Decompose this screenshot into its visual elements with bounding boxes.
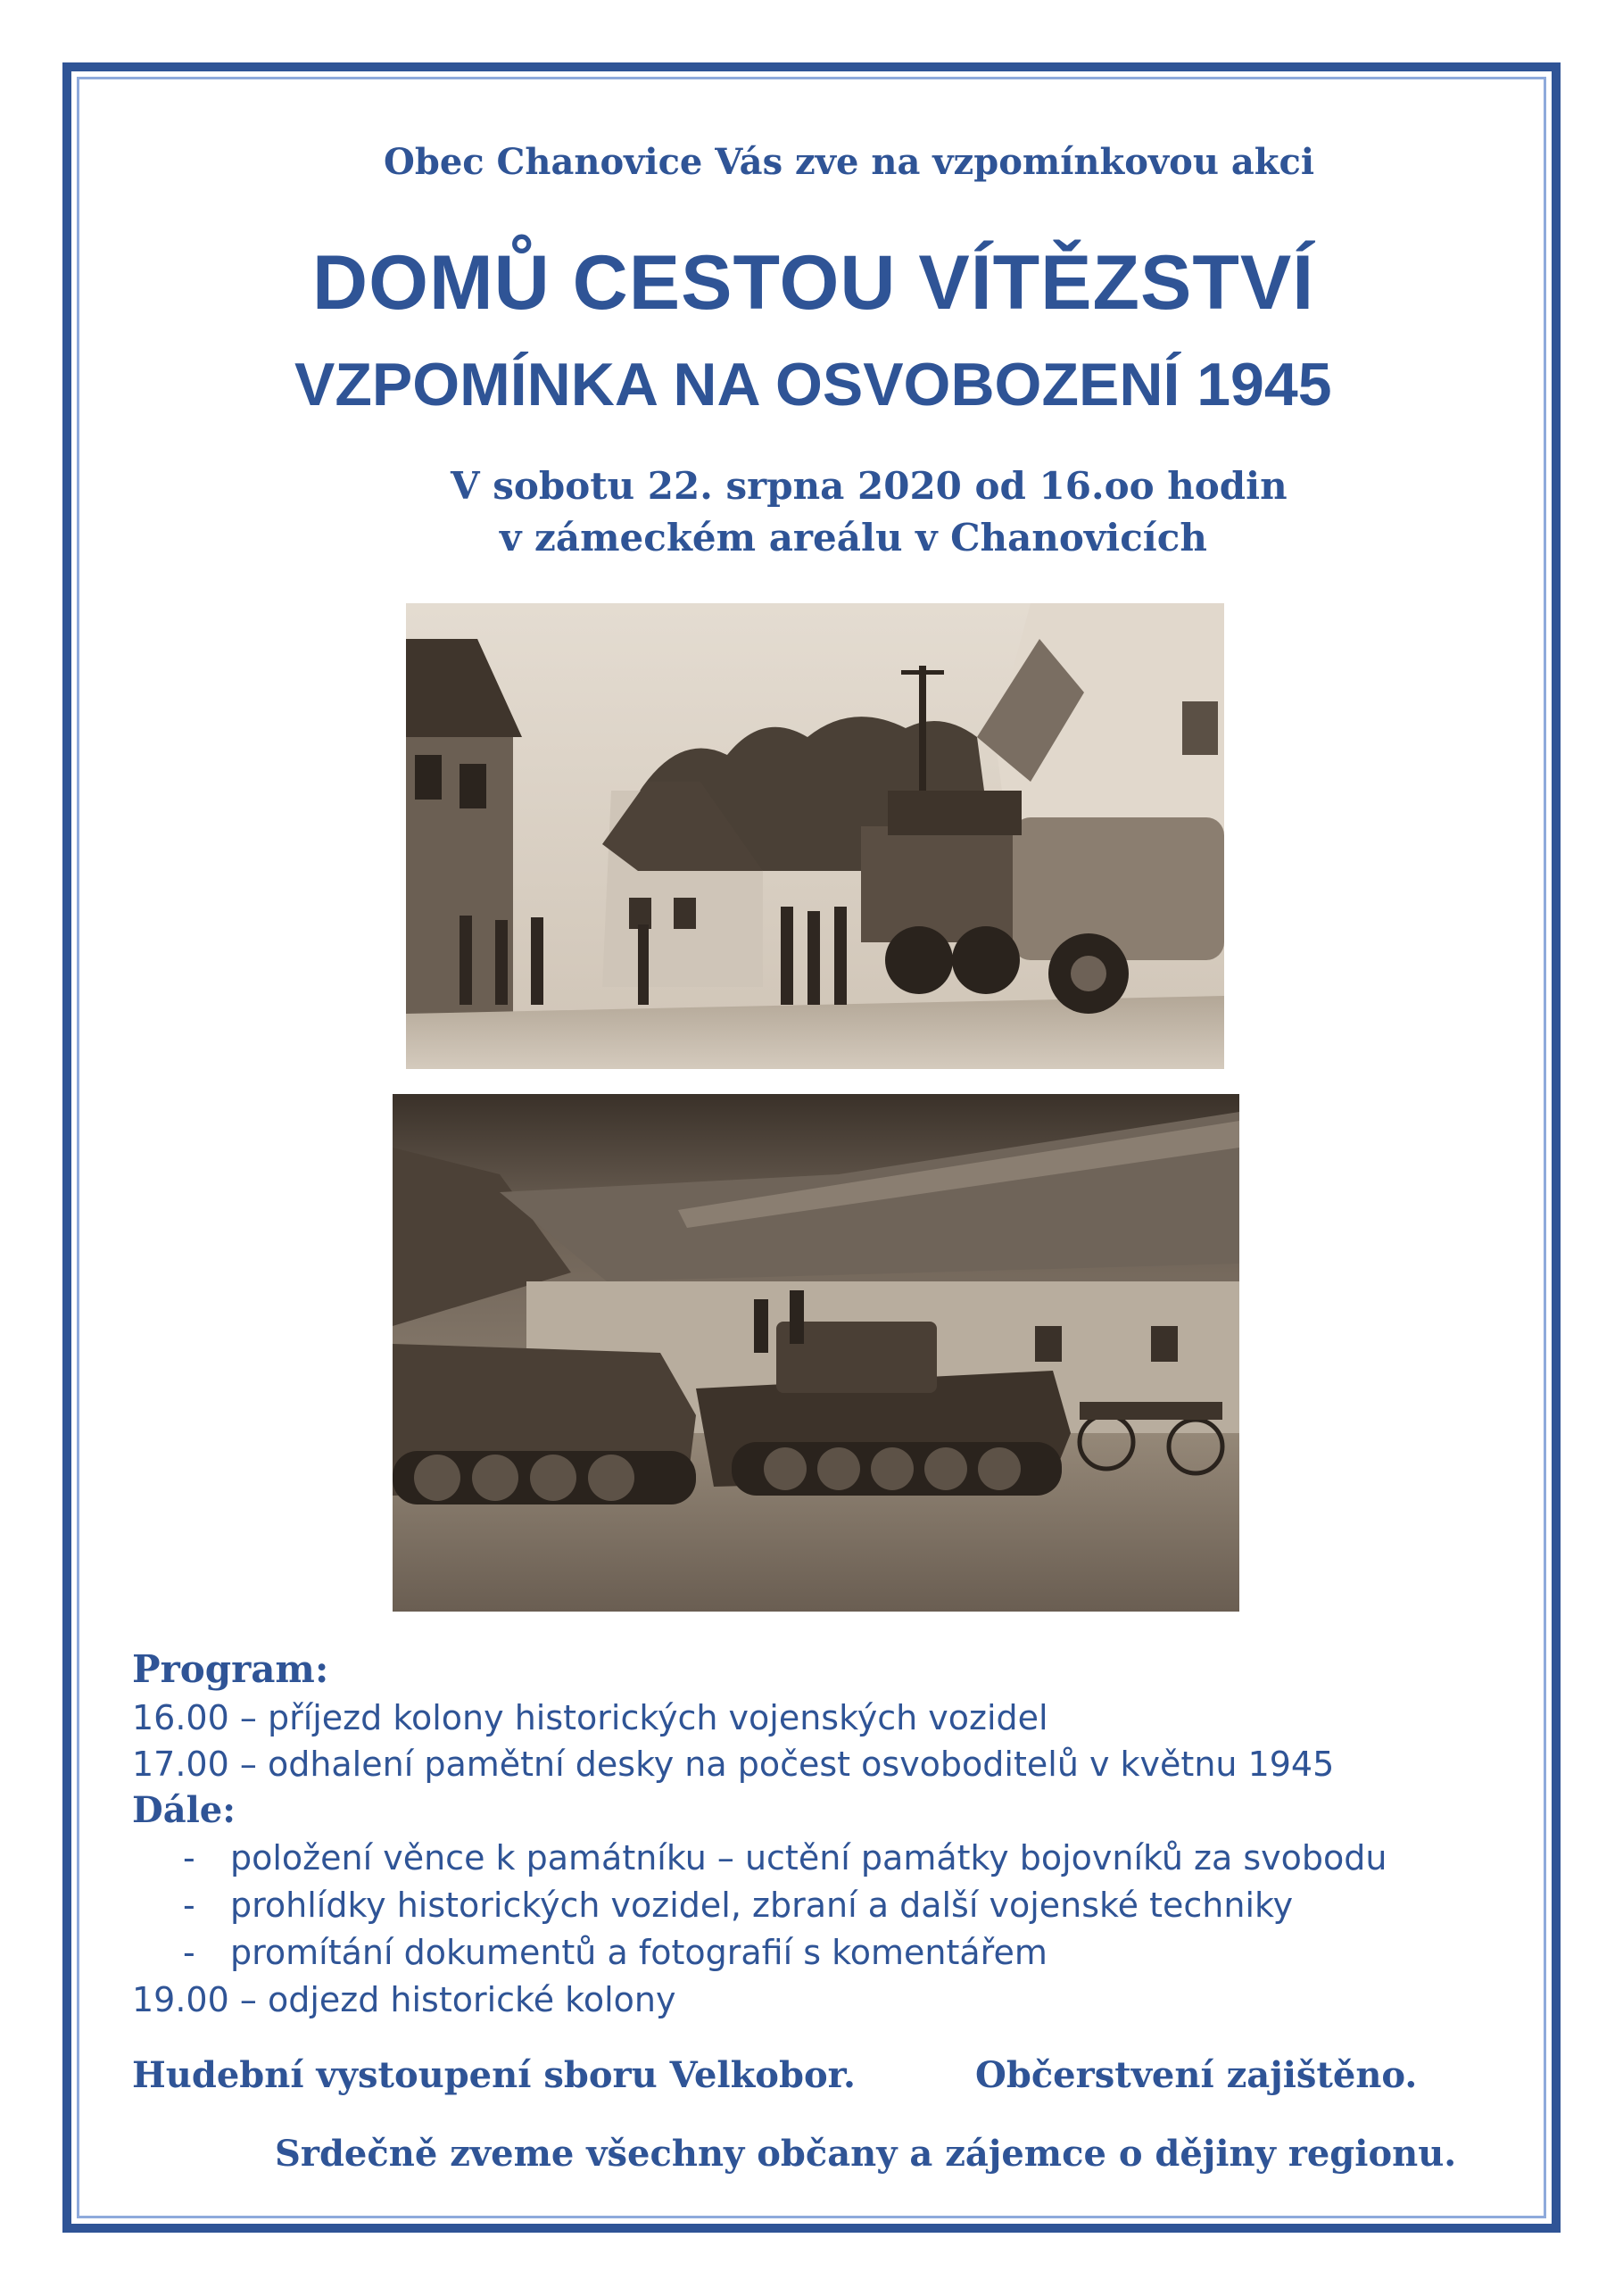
historic-photo-tanks-farmyard bbox=[393, 1094, 1239, 1612]
bullet-item-wreath: položení věnce k památníku – uctění památky bojovníků za svobodu bbox=[230, 1838, 1387, 1877]
poster-subtitle: VZPOMÍNKA NA OSVOBOZENÍ 1945 bbox=[294, 351, 1332, 419]
event-date: V sobotu 22. srpna 2020 od 16.oo hodin bbox=[451, 464, 1288, 508]
program-item-plaque: 17.00 – odhalení pamětní desky na počest osvoboditelů v květnu 1945 bbox=[132, 1745, 1335, 1784]
bullet-item-vehicles: prohlídky historických vozidel, zbraní a další vojenské techniky bbox=[230, 1886, 1294, 1925]
program-item-departure: 19.00 – odjezd historické kolony bbox=[132, 1980, 676, 2019]
poster-title: DOMŮ CESTOU VÍTĚZSTVÍ bbox=[312, 240, 1315, 326]
closing-invitation: Srdečně zveme všechny občany a zájemce o dějiny regionu. bbox=[275, 2133, 1457, 2175]
bullet-marker: - bbox=[183, 1886, 195, 1925]
music-performance: Hudební vystoupení sboru Velkobor. bbox=[132, 2054, 856, 2096]
bullet-marker: - bbox=[183, 1933, 195, 1972]
refreshments-note: Občerstvení zajištěno. bbox=[975, 2054, 1418, 2096]
program-item-arrival: 16.00 – příjezd kolony historických vojenských vozidel bbox=[132, 1698, 1048, 1737]
further-heading: Dále: bbox=[132, 1789, 236, 1831]
historic-photo-street-convoy bbox=[406, 603, 1224, 1069]
bullet-marker: - bbox=[183, 1838, 195, 1877]
invitation-line: Obec Chanovice Vás zve na vzpomínkovou akci bbox=[384, 141, 1315, 183]
event-place: v zámeckém areálu v Chanovicích bbox=[500, 516, 1207, 559]
bullet-item-screening: promítání dokumentů a fotografií s komentářem bbox=[230, 1933, 1047, 1972]
program-heading: Program: bbox=[132, 1647, 329, 1691]
